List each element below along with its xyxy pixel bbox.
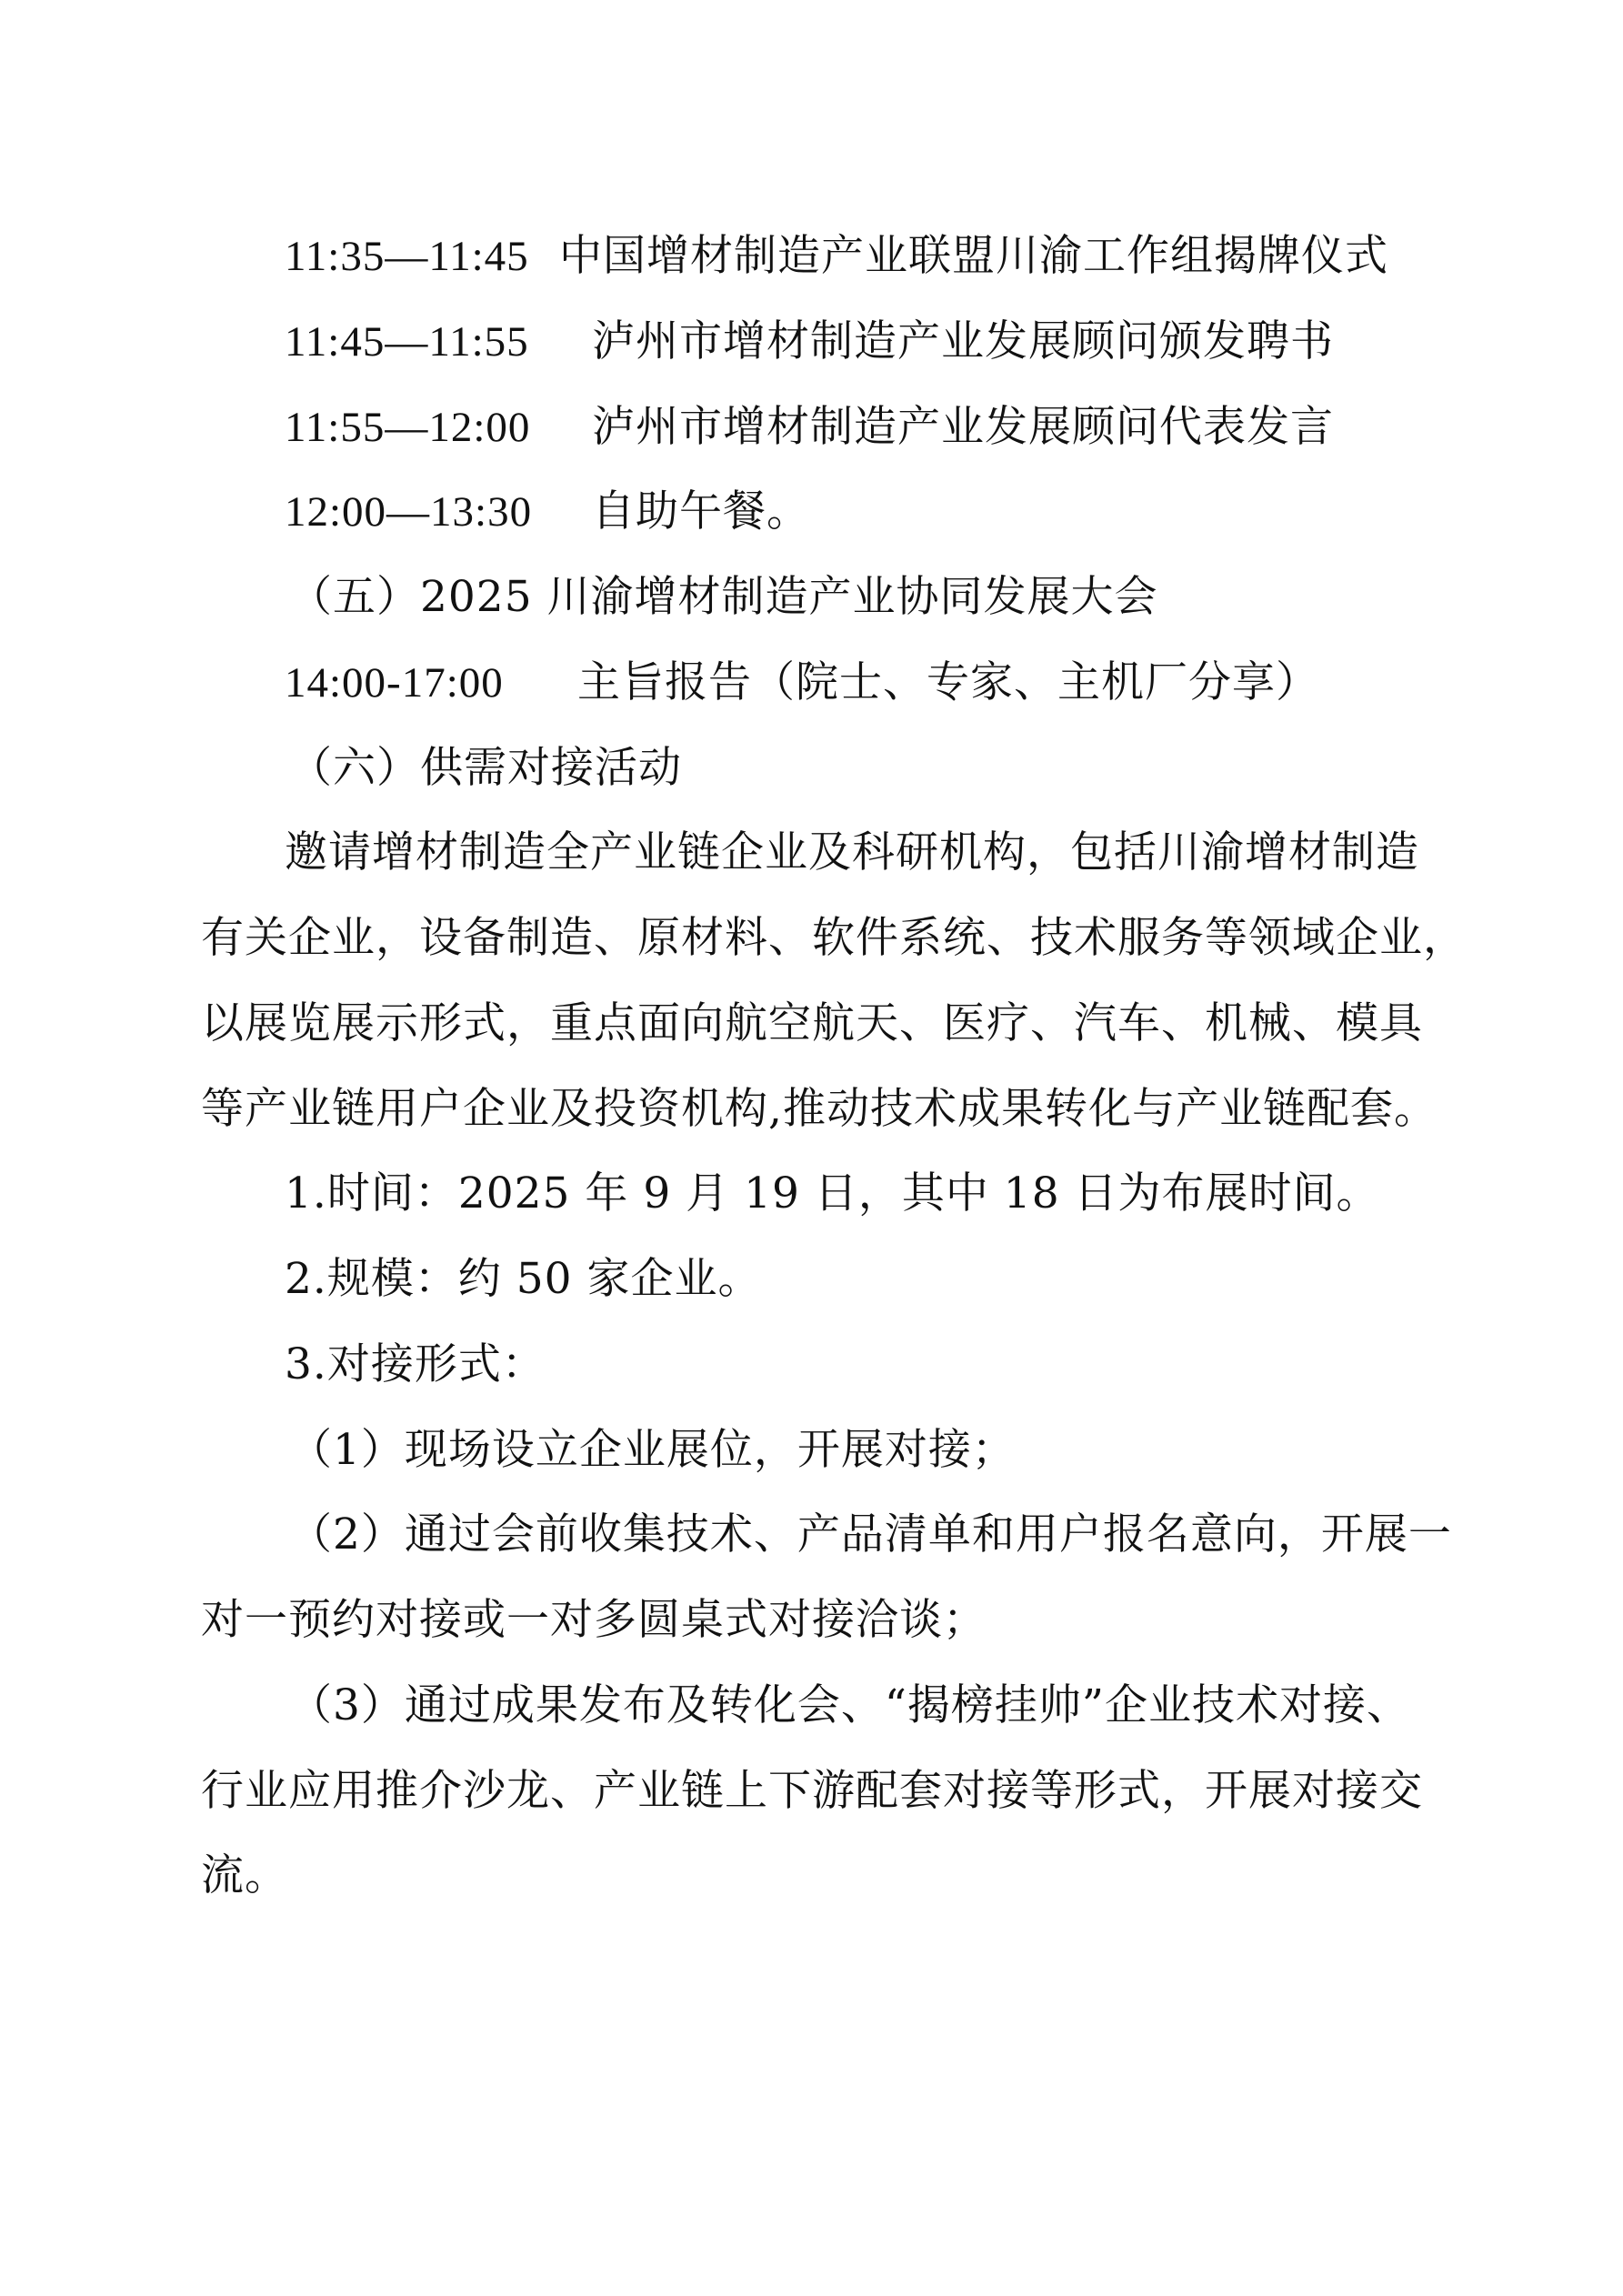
sub-item: （1）现场设立企业展位，开展对接； [289, 1425, 1016, 1475]
sub-item-line: 对一预约对接或一对多圆桌式对接洽谈； [201, 1595, 987, 1645]
paragraph-line: 等产业链用户企业及投资机构,推动技术成果转化与产业链配套。 [201, 1084, 1438, 1134]
schedule-text: 自助午餐。 [592, 486, 810, 536]
schedule-text: 中国增材制造产业联盟川渝工作组揭牌仪式 [559, 231, 1388, 281]
schedule-row [285, 402, 1334, 452]
paragraph-line: 以展览展示形式，重点面向航空航天、医疗、汽车、机械、模具 [201, 998, 1423, 1048]
schedule-text: 泸州市增材制造产业发展顾问颁发聘书 [592, 316, 1334, 366]
sub-item-line: （2）通过会前收集技术、产品清单和用户报名意向，开展一 [289, 1509, 1452, 1559]
schedule-text: 泸州市增材制造产业发展顾问代表发言 [592, 402, 1334, 452]
section-heading: （六）供需对接活动 [289, 743, 682, 793]
schedule-time: 11:35—11:45 [285, 233, 529, 280]
section-heading: （五）2025 川渝增材制造产业协同发展大会 [289, 572, 1158, 622]
schedule-row [285, 486, 810, 536]
schedule-time: 14:00-17:00 [285, 659, 504, 707]
paragraph-line: 邀请增材制造全产业链企业及科研机构，包括川渝增材制造 [285, 827, 1419, 877]
list-item: 1.时间：2025 年 9 月 19 日，其中 18 日为布展时间。 [285, 1168, 1380, 1218]
sub-item-line: （3）通过成果发布及转化会、“揭榜挂帅”企业技术对接、 [289, 1680, 1410, 1730]
schedule-row [285, 316, 1334, 366]
schedule-row [285, 231, 1388, 281]
schedule-row [285, 657, 1319, 707]
schedule-time: 11:55—12:00 [285, 404, 531, 451]
schedule-time: 12:00—13:30 [285, 488, 533, 536]
schedule-time: 11:45—11:55 [285, 318, 529, 366]
schedule-text: 主旨报告（院士、专家、主机厂分享） [577, 657, 1319, 707]
sub-item-line: 流。 [201, 1850, 288, 1900]
sub-item-line: 行业应用推介沙龙、产业链上下游配套对接等形式，开展对接交 [201, 1766, 1423, 1816]
list-item: 2.规模：约 50 家企业。 [285, 1254, 762, 1304]
paragraph-line: 有关企业，设备制造、原材料、软件系统、技术服务等领域企业， [201, 913, 1467, 963]
list-item: 3.对接形式： [285, 1339, 546, 1389]
